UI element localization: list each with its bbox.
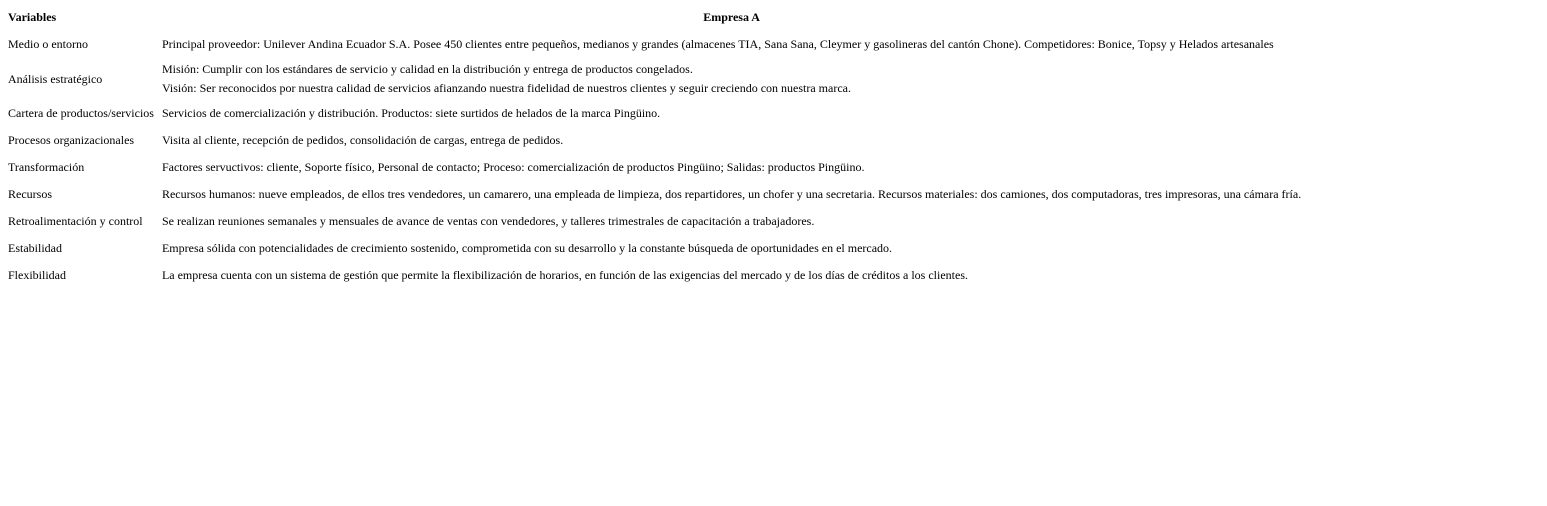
variable-cell: Retroalimentación y control (8, 214, 143, 228)
description-line: Visión: Ser reconocidos por nuestra calidad de servicios afianzando nuestra fidelidad de nuestros clientes y seguir creciendo con nuestra marca. (161, 81, 851, 95)
table-row (4, 100, 1305, 127)
description-cell (158, 100, 1305, 127)
table-row (4, 127, 1305, 154)
table-row (4, 154, 1305, 181)
description-line: Principal proveedor: Unilever Andina Ecuador S.A. Posee 450 clientes entre pequeños, medianos y grandes (almacenes TIA, Sana Sana, Cleymer y gasolineras del cantón Chone). Competidores: Bonice, Topsy y Helados artesanales (161, 37, 1274, 51)
description-cell (158, 262, 1305, 289)
description-line: Servicios de comercialización y distribución. Productos: siete surtidos de helados de la marca Pingüino. (161, 106, 661, 120)
description-cell (158, 127, 1305, 154)
description-cell (158, 58, 1305, 100)
variable-cell: Estabilidad (8, 241, 62, 255)
table-body (4, 31, 1305, 289)
description-cell (158, 31, 1305, 58)
table-header (4, 4, 1305, 31)
description-line: Misión: Cumplir con los estándares de servicio y calidad en la distribución y entrega de productos congelados. (161, 62, 693, 76)
header-row (4, 4, 1305, 31)
description-cell (158, 235, 1305, 262)
variable-cell: Recursos (8, 187, 52, 201)
variable-cell: Transformación (8, 160, 85, 174)
description-line: Recursos humanos: nueve empleados, de ellos tres vendedores, un camarero, una empleada de limpieza, dos repartidores, un chofer y una secretaria. Recursos materiales: dos camiones, dos computadoras, tres impresoras, una cámara fría. (161, 187, 1302, 201)
variable-cell: Análisis estratégico (8, 71, 103, 86)
header-empresa-a: Empresa A (703, 10, 760, 24)
variable-cell: Procesos organizacionales (8, 133, 135, 147)
description-line: Se realizan reuniones semanales y mensuales de avance de ventas con vendedores, y talleres trimestrales de capacitación a trabajadores. (161, 214, 815, 228)
description-line: Visita al cliente, recepción de pedidos, consolidación de cargas, entrega de pedidos. (161, 133, 564, 147)
variable-cell: Flexibilidad (8, 268, 66, 282)
description-cell (158, 154, 1305, 181)
table-row (4, 235, 1305, 262)
variable-cell: Cartera de productos/servicios (8, 106, 154, 120)
description-line: La empresa cuenta con un sistema de gestión que permite la flexibilización de horarios, en función de las exigencias del mercado y de los días de créditos a los clientes. (161, 268, 969, 282)
table-row (4, 208, 1305, 235)
description-line: Empresa sólida con potencialidades de crecimiento sostenido, comprometida con su desarrollo y la constante búsqueda de oportunidades en el mercado. (161, 241, 893, 255)
header-variables: Variables (8, 10, 57, 24)
description-cell (158, 208, 1305, 235)
description-cell (158, 181, 1305, 208)
table-row (4, 31, 1305, 58)
description-line: Factores servuctivos: cliente, Soporte físico, Personal de contacto; Proceso: comercialización de productos Pingüino; Salidas: productos Pingüino. (161, 160, 865, 174)
table-row (4, 262, 1305, 289)
variable-cell: Medio o entorno (8, 37, 88, 51)
table-row (4, 181, 1305, 208)
table-row (4, 58, 1305, 100)
variables-table (4, 4, 1305, 289)
